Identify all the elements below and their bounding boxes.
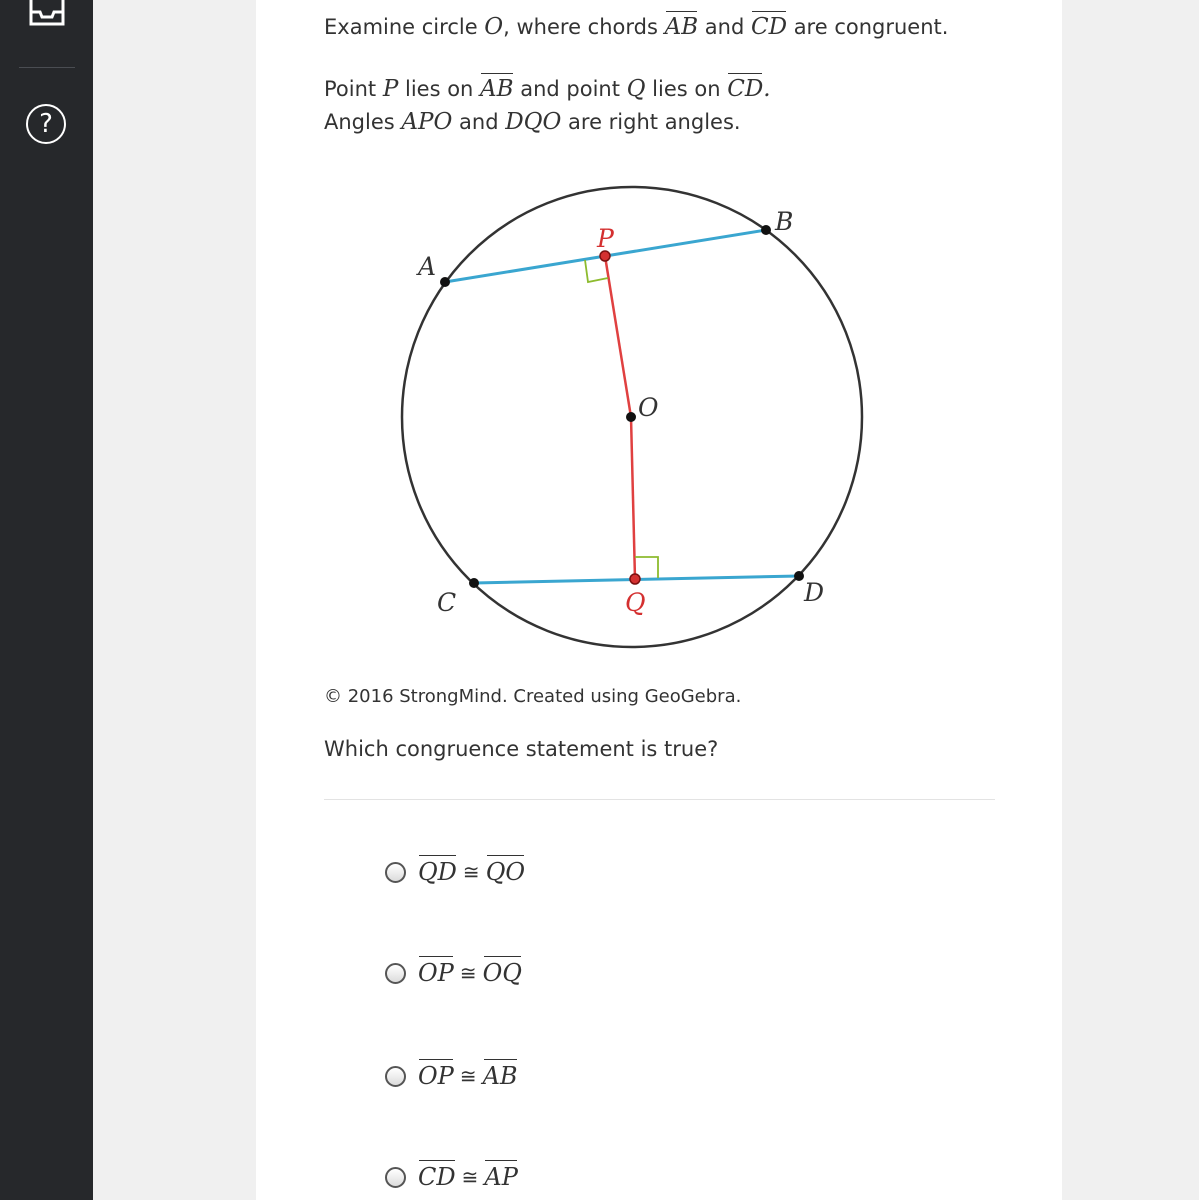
choice-left: QD [418, 858, 457, 886]
label-c: C [437, 588, 457, 617]
radio-button[interactable] [385, 1167, 406, 1188]
answer-choice-3[interactable] [385, 1062, 518, 1090]
point-q [630, 574, 640, 584]
right-angle-marker-p [585, 260, 608, 282]
congruence-symbol: ≅ [461, 1165, 479, 1189]
segment-oq [631, 417, 635, 579]
label-b: B [775, 207, 794, 236]
radio-button[interactable] [385, 1066, 406, 1087]
segment-op [605, 256, 631, 417]
answer-choice-4[interactable] [385, 1163, 518, 1191]
text: are right angles. [561, 110, 741, 134]
text: lies on [398, 77, 481, 101]
problem-line-2 [324, 76, 771, 102]
point-b [761, 225, 771, 235]
problem-line-1 [324, 14, 948, 40]
text: lies on [645, 77, 728, 101]
math-point-q: Q [626, 76, 646, 102]
sidebar [0, 0, 93, 1200]
help-icon[interactable]: ? [26, 104, 66, 144]
label-o: O [638, 393, 659, 422]
point-c [469, 578, 479, 588]
answer-choice-1[interactable] [385, 858, 525, 886]
congruence-symbol: ≅ [462, 860, 480, 884]
choice-left: CD [418, 1163, 456, 1191]
choice-right: AP [484, 1163, 518, 1191]
text: , where chords [503, 15, 665, 39]
choice-right: AB [482, 1062, 518, 1090]
label-d: D [804, 578, 825, 607]
label-a: A [418, 252, 437, 281]
text: and [698, 15, 751, 39]
answer-choice-2[interactable] [385, 959, 522, 987]
divider [324, 799, 995, 800]
choice-right: QO [485, 858, 526, 886]
choice-left: OP [418, 1062, 454, 1090]
circle-diagram [385, 165, 905, 665]
label-p: P [597, 224, 614, 253]
math-segment-cd: CD [750, 14, 788, 40]
inbox-icon[interactable] [28, 0, 66, 28]
math-segment-ab: AB [664, 14, 699, 40]
math-angle-dqo: DQO [505, 109, 562, 135]
text: Angles [324, 110, 402, 134]
point-a [440, 277, 450, 287]
sidebar-divider [19, 67, 75, 68]
text: and point [513, 77, 627, 101]
congruence-symbol: ≅ [459, 1064, 477, 1088]
text: and [452, 110, 506, 134]
math-segment-cd: CD [727, 76, 764, 102]
radio-button[interactable] [385, 862, 406, 883]
point-o [626, 412, 636, 422]
label-q: Q [625, 588, 646, 617]
text: Point [324, 77, 383, 101]
text: are congruent. [787, 15, 949, 39]
question-panel [256, 0, 1062, 1200]
choice-right: OQ [482, 959, 522, 987]
copyright-note: © 2016 StrongMind. Created using GeoGebra. [324, 686, 742, 707]
radio-button[interactable] [385, 963, 406, 984]
math-circle-o: O [484, 14, 504, 40]
choice-left: OP [418, 959, 454, 987]
question-prompt: Which congruence statement is true? [324, 737, 719, 761]
text: Examine circle [324, 15, 485, 39]
math-angle-apo: APO [401, 109, 453, 135]
text: . [763, 76, 771, 102]
problem-line-3 [324, 109, 741, 135]
point-d [794, 571, 804, 581]
congruence-symbol: ≅ [459, 961, 477, 985]
math-point-p: P [382, 76, 399, 102]
math-segment-ab: AB [480, 76, 514, 102]
